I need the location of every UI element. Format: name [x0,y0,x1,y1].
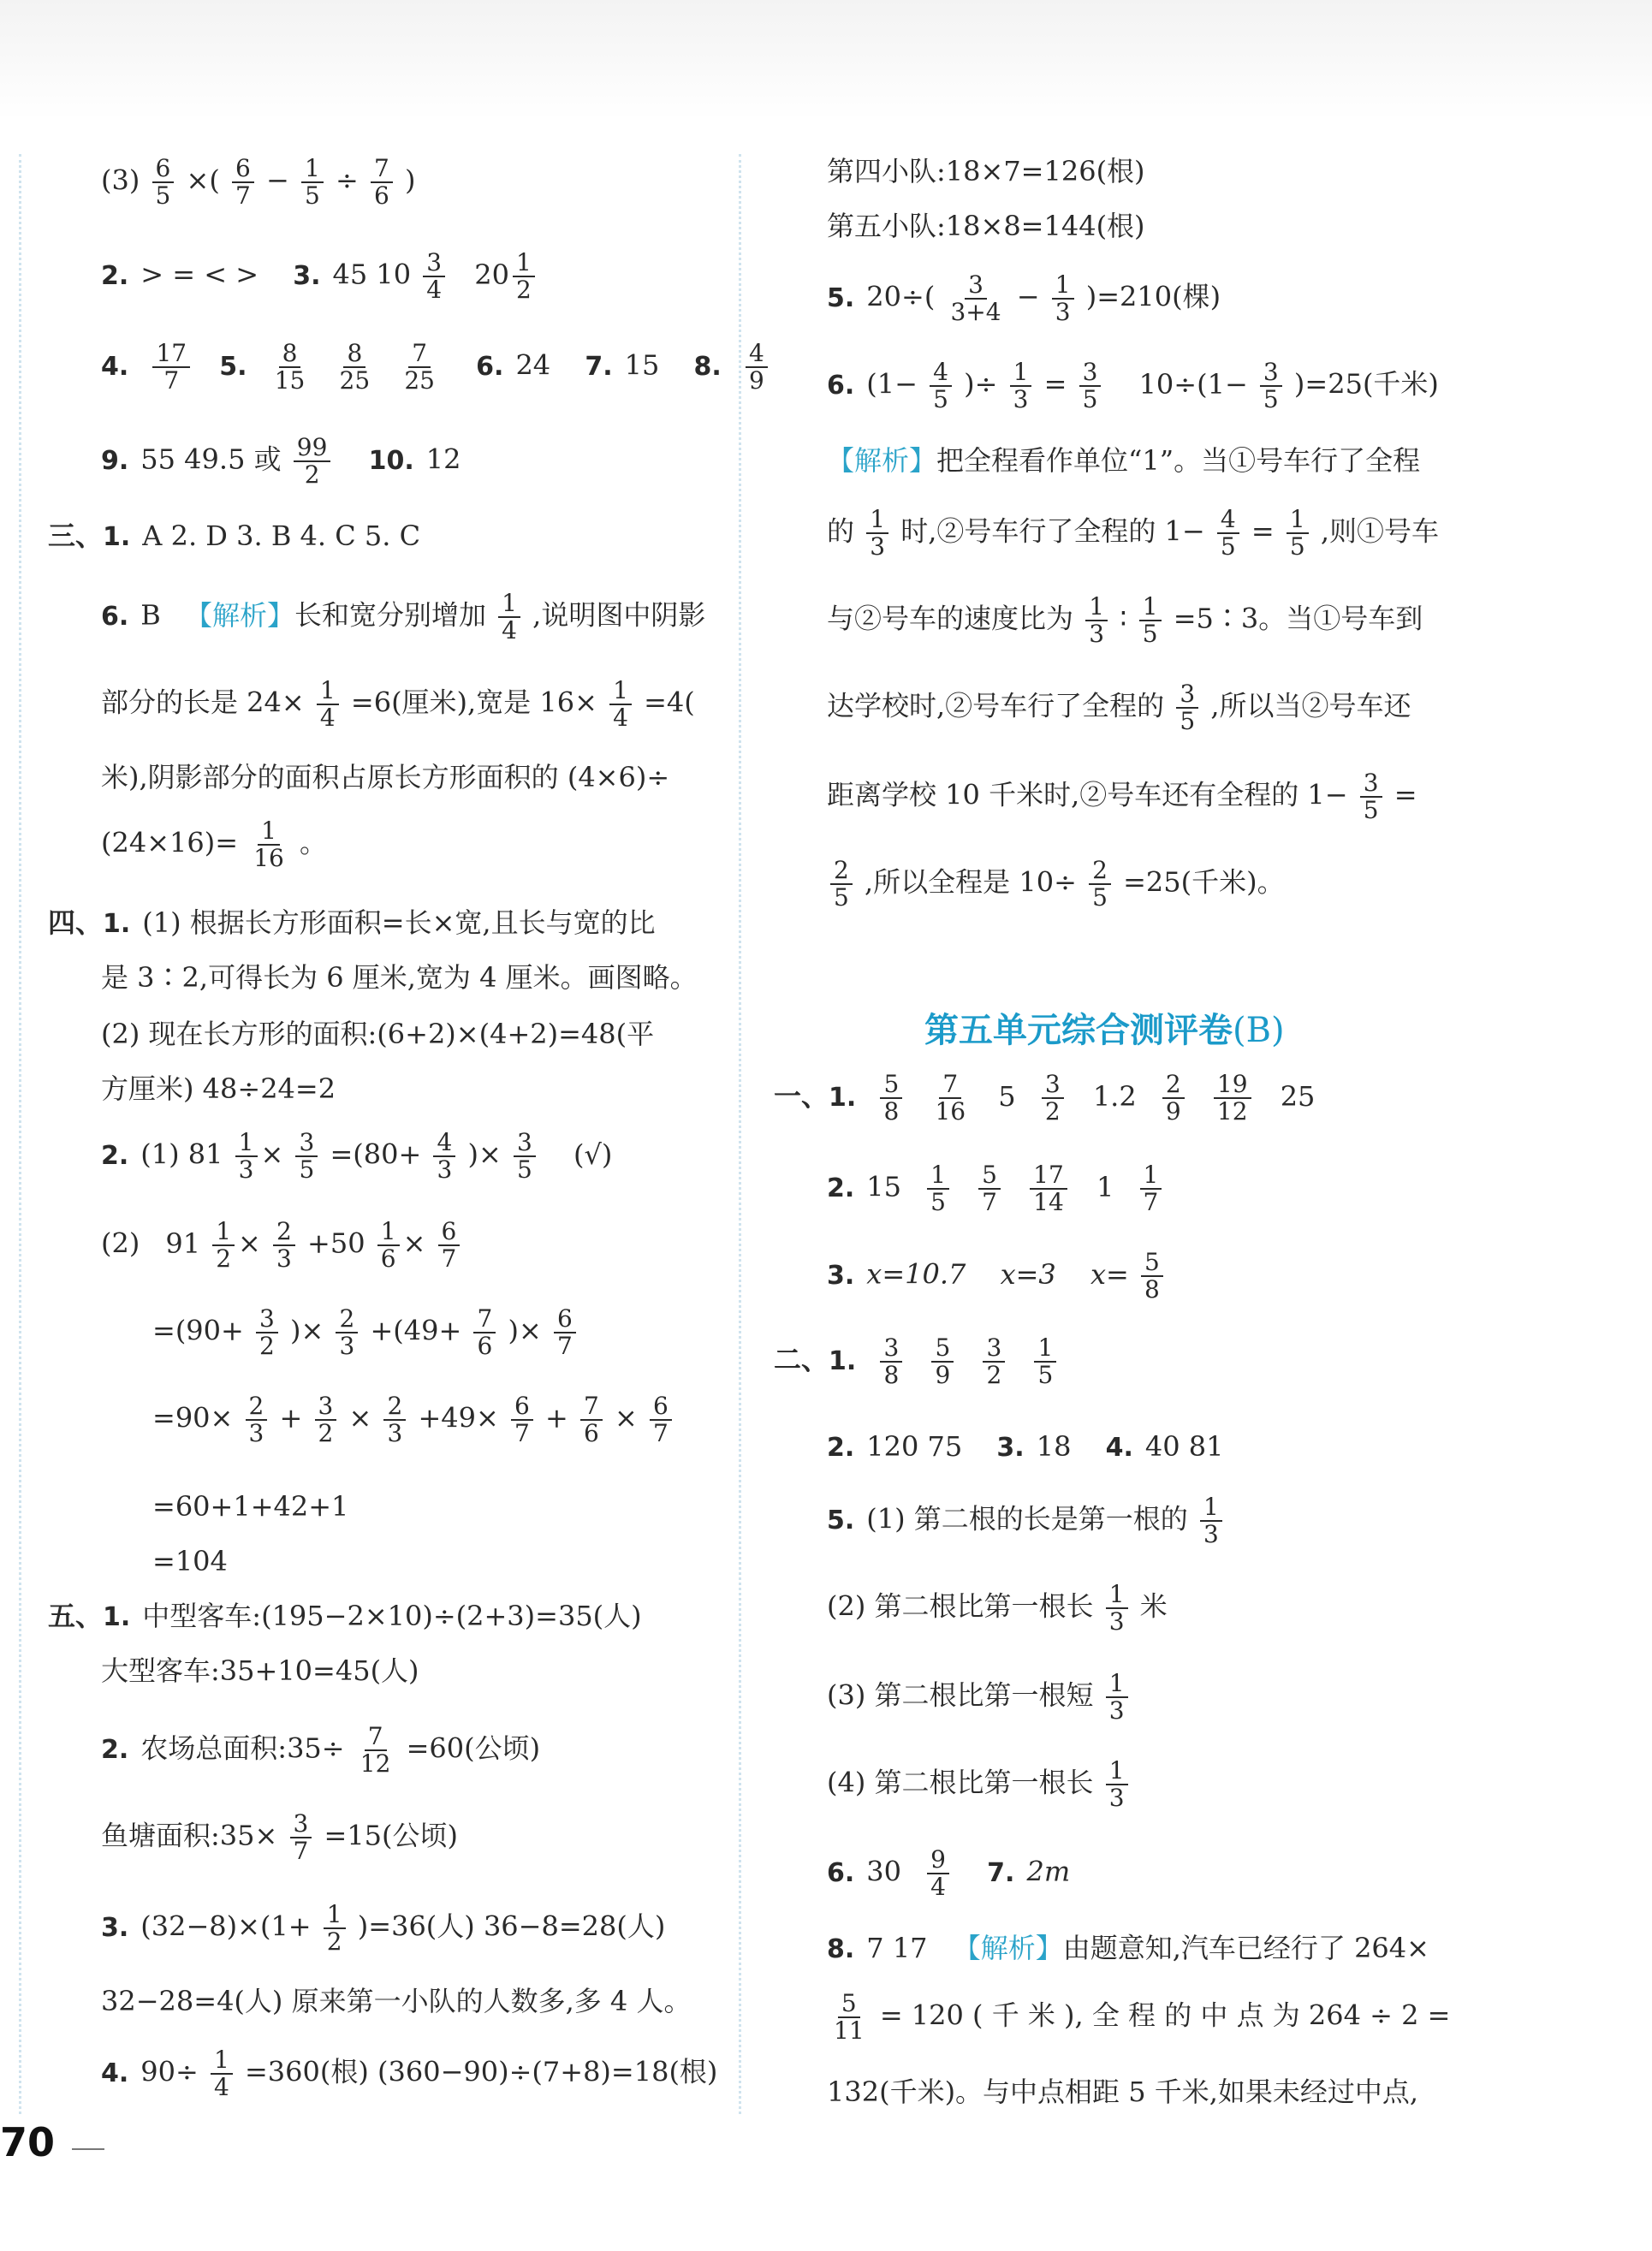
left-line-wu6: 32−28=4(人) 原来第一小队的人数多,多 4 人。 [101,1985,692,2017]
fraction: $\frac{19}{12}$ [1214,1072,1251,1125]
fraction: $\frac{1}{5}$ [1139,594,1162,647]
fraction: $\frac{5}{11}$ [834,1989,865,2046]
fraction: $\frac{17}{14}$ [1030,1162,1067,1215]
left-line-si6: (2) 91 $\frac{1}{2}$ × $\frac{2}{3}$ +50 $\frac{1}{6}$ × $\frac{6}{7}$ [101,1219,463,1272]
page-number: 70 [0,2119,56,2165]
left-line-si3: (2) 现在长方形的面积:(6+2)×(4+2)=48(平 [101,1018,655,1050]
left-line-wu3: 2. 农场总面积:35÷ $\frac{7}{12}$ =60(公顷) [101,1722,541,1779]
fraction: $\frac{1}{5}$ [927,1162,949,1215]
fraction: $\frac{8}{25}$ [339,339,371,395]
fraction: $\frac{6}{7}$ [232,156,254,209]
section-three: 三、1. A 2. D 3. B 4. C 5. C [48,520,421,552]
fraction: $\frac{1}{5}$ [1287,507,1309,560]
fraction: $\frac{1}{4}$ [609,678,632,731]
fraction: $\frac{7}{12}$ [360,1722,391,1779]
right-section-one-3: 3. x=10.7 x=3 x= $\frac{5}{8}$ [827,1250,1167,1303]
fraction: $\frac{1}{4}$ [211,2047,233,2100]
section-five: 五、1. 中型客车:(195−2×10)÷(2+3)=35(人) [48,1600,642,1632]
left-line-si4: 方厘米) 48÷24=2 [101,1072,336,1105]
fraction: $\frac{1}{3}$ [1052,272,1074,325]
fraction: $\frac{1}{2}$ [324,1902,346,1955]
right-line-r7: 与②号车的速度比为 $\frac{1}{3}$ ∶ $\frac{1}{5}$ =5∶3。当①号车到 [827,592,1423,649]
right-section-two-6: (2) 第二根比第一根长 $\frac{1}{3}$ 米 [827,1580,1168,1636]
fraction: $\frac{1}{2}$ [212,1219,235,1272]
fraction: $\frac{3}{5}$ [1176,681,1198,734]
fraction: $\frac{2}{5}$ [830,858,853,911]
fraction: $\frac{6}{7}$ [554,1306,576,1359]
fraction: $\frac{2}{5}$ [1089,858,1111,911]
left-line-si7: =(90+ $\frac{3}{2}$ )× $\frac{2}{3}$ +(49+ $\frac{7}{6}$ )× $\frac{6}{7}$ [152,1306,579,1359]
fraction: $\frac{6}{5}$ [152,156,175,209]
right-line-r5: 【解析】把全程看作单位“1”。当①号车行了全程 [827,444,1421,477]
fraction: $\frac{3}{7}$ [290,1811,312,1864]
right-line-r6: 的 $\frac{1}{3}$ 时,②号车行了全程的 1− $\frac{4}{5}$ = $\frac{1}{5}$ ,则①号车 [827,505,1440,561]
left-line-2: 2. > = < > 3. 45 10 $\frac{3}{4}$ 20 $\frac{1}{2}$ [101,250,538,303]
fraction: $\frac{4}{5}$ [1217,507,1239,560]
right-line-r8: 达学校时,②号车行了全程的 $\frac{3}{5}$ ,所以当②号车还 [827,680,1411,736]
right-line-r9: 距离学校 10 千米时,②号车还有全程的 1− $\frac{3}{5}$ = [827,769,1417,825]
left-line-si8: =90× $\frac{2}{3}$ + $\frac{3}{2}$ × $\frac{2}{3}$ +49× $\frac{6}{7}$ + $\frac{7}{6}$ × $\frac{6}{7}$ [152,1393,675,1446]
left-line-wu5: 3. (32−8)×(1+ $\frac{1}{2}$ )=36(人) 36−8=28(人) [101,1900,666,1957]
fraction: $\frac{3}{5}$ [1260,359,1282,413]
left-line-1: (3) $\frac{6}{5}$ ×( $\frac{6}{7}$ − $\frac{1}{5}$ ÷ $\frac{7}{6}$ ) [101,154,416,211]
fraction: $\frac{2}{3}$ [383,1393,406,1446]
right-line-r10: $\frac{2}{5}$ ,所以全程是 10÷ $\frac{2}{5}$ =25(千米)。 [827,858,1285,911]
right-section-one-2: 2. 15 $\frac{1}{5}$ $\frac{5}{7}$ $\frac{17}{14}$ 1 $\frac{1}{7}$ [827,1162,1165,1215]
fraction: $\frac{3}{2}$ [315,1393,337,1446]
fraction: $\frac{1}{6}$ [377,1219,400,1272]
fraction: $\frac{1}{4}$ [498,591,520,644]
page-number-dash [72,2148,104,2150]
fraction: $\frac{1}{5}$ [1034,1335,1056,1388]
right-section-two-10: 8. 7 17 【解析】由题意知,汽车已经行了 264× [827,1932,1429,1964]
left-line-s6d: (24×16)= $\frac{1}{16}$ 。 [101,817,328,873]
fraction: $\frac{6}{7}$ [650,1393,672,1446]
fraction: $\frac{7}{25}$ [404,339,435,395]
left-line-si5: 2. (1) 81 $\frac{1}{3}$ × $\frac{3}{5}$ =(80+ $\frac{4}{3}$ )× $\frac{3}{5}$ (√) [101,1128,613,1185]
fraction: $\frac{1}{7}$ [1140,1162,1162,1215]
right-line-r4: 6. (1− $\frac{4}{5}$ )÷ $\frac{1}{3}$ = $\frac{3}{5}$ 10÷(1− $\frac{3}{5}$ )=25(千米) [827,358,1439,414]
fraction: $\frac{1}{3}$ [1085,594,1108,647]
fraction: $\frac{7}{6}$ [473,1306,496,1359]
left-line-wu2: 大型客车:35+10=45(人) [101,1654,419,1687]
middle-column-rule [739,154,741,2114]
fraction: $\frac{1}{2}$ [513,250,535,303]
top-shade [0,0,1652,120]
fraction: $\frac{1}{4}$ [317,678,339,731]
left-column-rule [19,154,21,2114]
fraction: $\frac{3}{2}$ [1042,1072,1064,1125]
left-line-wu4: 鱼塘面积:35× $\frac{3}{7}$ =15(公顷) [101,1809,459,1866]
right-section-one-1: 一、1. $\frac{5}{8}$ $\frac{7}{16}$ 5 $\frac{3}{2}$ 1.2 $\frac{2}{9}$ $\frac{19}{12}$ 25 [774,1070,1316,1126]
right-section-two-7: (3) 第二根比第一根短 $\frac{1}{3}$ [827,1671,1132,1724]
left-line-4: 9. 55 49.5 或 $\frac{99}{2}$ 10. 12 [101,433,461,490]
fraction: $\frac{3}{5}$ [1079,359,1102,413]
fraction: $\frac{3}{4}$ [423,250,445,303]
fraction: $\frac{3}{8}$ [880,1335,902,1388]
fraction: $\frac{5}{8}$ [880,1072,902,1125]
right-section-two-5: 5. (1) 第二根的长是第一根的 $\frac{1}{3}$ [827,1494,1226,1547]
left-line-s6b: 部分的长是 24× $\frac{1}{4}$ =6(厘米),宽是 16× $\frac{1}{4}$ =4( [101,676,695,733]
fraction: $\frac{5}{7}$ [978,1162,1001,1215]
left-line-si2: 是 3∶2,可得长为 6 厘米,宽为 4 厘米。画图略。 [101,961,698,994]
fraction: $\frac{4}{3}$ [433,1130,455,1183]
fraction: $\frac{3}{3+4}$ [950,270,1001,327]
fraction: $\frac{5}{8}$ [1141,1250,1163,1303]
fraction: $\frac{1}{3}$ [1200,1494,1222,1547]
section-four: 四、1. (1) 根据长方形面积=长×宽,且长与宽的比 [48,906,656,939]
fraction: $\frac{3}{2}$ [983,1335,1005,1388]
fraction: $\frac{8}{15}$ [274,339,306,395]
left-line-si9: =60+1+42+1 [152,1490,349,1523]
fraction: $\frac{1}{3}$ [866,507,888,560]
right-section-two-9: 6. 30 $\frac{9}{4}$ 7. 2m [827,1845,1071,1902]
fraction: $\frac{6}{7}$ [438,1219,461,1272]
fraction: $\frac{7}{16}$ [935,1070,966,1126]
fraction: $\frac{3}{5}$ [514,1130,536,1183]
fraction: $\frac{17}{7}$ [152,341,190,394]
left-line-si10: =104 [152,1545,228,1577]
right-section-two-8: (4) 第二根比第一根长 $\frac{1}{3}$ [827,1758,1132,1811]
fraction: $\frac{1}{3}$ [235,1130,258,1183]
fraction: $\frac{7}{6}$ [580,1393,603,1446]
fraction: $\frac{4}{5}$ [930,359,952,413]
fraction: $\frac{1}{3}$ [1106,1582,1128,1635]
fraction: $\frac{5}{9}$ [931,1335,954,1388]
fraction: $\frac{1}{3}$ [1106,1758,1128,1811]
fraction: $\frac{3}{2}$ [256,1306,278,1359]
left-line-s6: 6. B 【解析】长和宽分别增加 $\frac{1}{4}$ ,说明图中阴影 [101,589,706,645]
left-line-s6c: 米),阴影部分的面积占原长方形面积的 (4×6)÷ [101,761,670,793]
right-section-two-11: $\frac{5}{11}$ = 120 ( 千 米 ), 全 程 的 中 点 为 264 ÷ 2 = [827,1991,1451,2044]
fraction: $\frac{99}{2}$ [294,435,331,488]
right-section-two-1: 二、1. $\frac{3}{8}$ $\frac{5}{9}$ $\frac{3}{2}$ $\frac{1}{5}$ [774,1335,1060,1388]
fraction: $\frac{1}{16}$ [253,817,284,873]
section-title: 第五单元综合测评卷(B) [924,1011,1285,1050]
fraction: $\frac{1}{3}$ [1106,1671,1128,1724]
fraction: $\frac{2}{3}$ [273,1219,295,1272]
right-line-r1: 第四小队:18×7=126(根) [827,155,1145,187]
right-line-r2: 第五小队:18×8=144(根) [827,210,1145,242]
fraction: $\frac{7}{6}$ [371,156,393,209]
right-section-two-2: 2. 120 75 3. 18 4. 40 81 [827,1430,1224,1463]
left-line-3: 4. $\frac{17}{7}$ 5. $\frac{8}{15}$ $\frac{8}{25}$ $\frac{7}{25}$ 6. 24 7. 15 8. $\frac{4}{9}$ [101,341,771,394]
right-line-r3: 5. 20÷( $\frac{3}{3+4}$ − $\frac{1}{3}$ )=210(棵) [827,270,1221,327]
fraction: $\frac{3}{5}$ [295,1130,318,1183]
fraction: $\frac{1}{3}$ [1010,359,1032,413]
fraction: $\frac{1}{5}$ [301,156,324,209]
fraction: $\frac{2}{3}$ [336,1306,358,1359]
fraction: $\frac{2}{3}$ [246,1393,268,1446]
fraction: $\frac{6}{7}$ [511,1393,533,1446]
left-line-wu7: 4. 90÷ $\frac{1}{4}$ =360(根) (360−90)÷(7+8)=18(根) [101,2046,718,2102]
fraction: $\frac{3}{5}$ [1360,770,1382,823]
fraction: $\frac{9}{4}$ [927,1847,949,1900]
right-section-two-12: 132(千米)。与中点相距 5 千米,如果未经过中点, [827,2076,1419,2108]
fraction: $\frac{4}{9}$ [746,341,768,394]
fraction: $\frac{2}{9}$ [1162,1072,1185,1125]
